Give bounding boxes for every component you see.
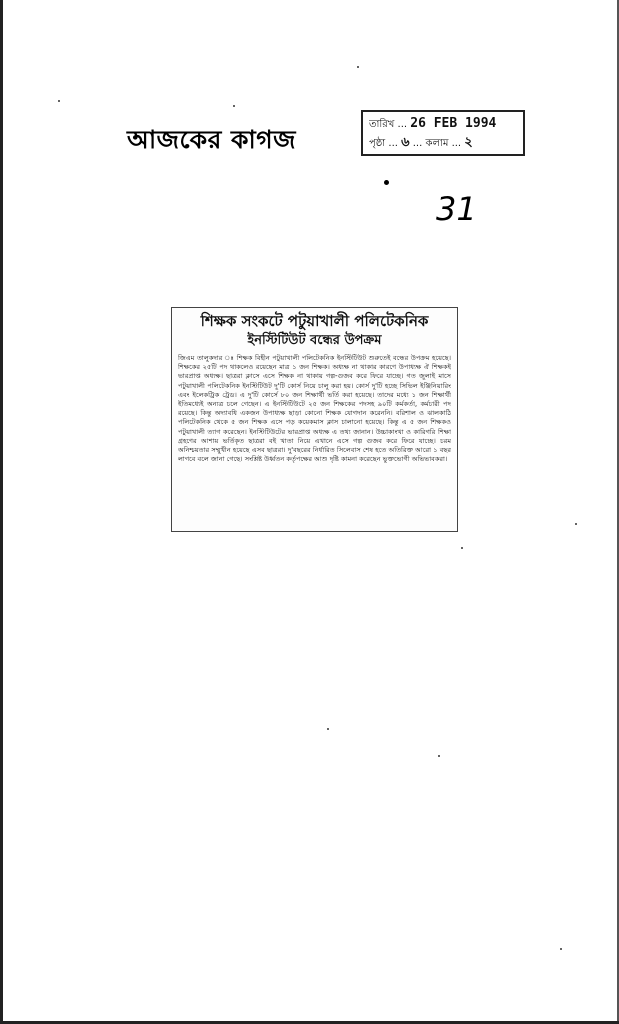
article-subheadline: ইনস্টিটিউট বন্ধের উপক্রম [247, 333, 382, 348]
scan-speck [357, 66, 359, 68]
stamp-column-label: কলাম [425, 138, 449, 149]
scan-speck [327, 728, 329, 730]
newspaper-clipping [171, 307, 458, 532]
scan-speck [560, 948, 562, 950]
stamp-page-row: পৃষ্ঠা ... ৬ ... কলাম ... ২ [369, 135, 473, 150]
scan-speck [438, 755, 440, 757]
ink-dot [384, 180, 389, 185]
archive-stamp [361, 110, 525, 156]
stamp-date-label: তারিখ [369, 119, 395, 130]
stamp-column-value: ২ [464, 135, 473, 150]
article-body: জিএম তালুকদার ঃ শিক্ষক বিহীন পটুয়াখালী পলিটেকনিক ইনস্টিটিউট শুরুতেই বন্ধের উপক্রম হয়েছে। শিক্ষকের ২৫টি পদ থাকলেও রয়েছেন মাত্র ১ জন শিক্ষক। অধ্যক্ষ না থাকার কারণে উপাধ্যক্ষ ঐ শিক্ষকই ভারপ্রাপ্ত অধ্যক্ষ। ছাত্ররা ক্লাসে এসে শিক্ষক না থাকায় গল্প-গুজব করে ফিরে যাচ্ছে। গত জুলাই মাসে পটুয়াখালী পলিটেকনিক ইনস্টিটিউট দু'টি কোর্স নিয়ে চালু করা হয়। কোর্স দু'টি হচ্ছে সিভিল ইঞ্জিনিয়ারিং এবং ইলেকট্রিক ট্রেড। এ দু'টি কোর্সে ৮০ জন শিক্ষার্থী ভর্তি করা হয়েছে। তাদের মধ্যে ১ জন শিক্ষার্থী ইতিমধ্যেই অন্যত্র চলে গেছেন। এ ইনস্টিটিউটে ২৫ জন শিক্ষকের পদসহ ৯০টি কর্মকর্তা, কর্মচারী পদ রয়েছে। কিন্তু অদ্যাবধি একজন উপাধ্যক্ষ ছাড়া কোনো শিক্ষক যোগদান করেননি। বরিশাল ও ঝালকাঠি পলিটেকনিক থেকে ৫ জন শিক্ষক এসে পড় কয়েকমাস ক্লাস চালানো হয়েছে। কিন্তু এ ৫ জন শিক্ষকও পটুয়াখালী ত্যাগ করেছেন। ইনস্টিটিউটের ভারপ্রাপ্ত অধ্যক্ষ এ তথ্য জানান। উচ্চাকাংখা ও কারিগরি শিক্ষা গ্রহণের আশায় ভর্তিকৃত ছাত্ররা বই খাতা নিয়ে এখানে এসে গল্প গুজব করে ফিরে যাচ্ছে। চরম অনিশ্চয়তার সম্মুখীন হয়েছে এসব ছাত্ররা। দু'বছরের নির্ধারিত সিলেবাস শেষ হতে অতিরিক্ত আরো ১ বছর লাগবে বলে জানা গেছে। সংশ্লিষ্ট উর্ধ্বতন কর্তৃপক্ষের আশু দৃষ্টি কামনা করেছেন ভুক্তভোগী অভিভাবকরা। [178, 354, 451, 464]
stamp-date-value: 26 FEB 1994 [410, 116, 497, 131]
scan-speck [461, 547, 463, 549]
stamp-page-label: পৃষ্ঠা [369, 138, 386, 149]
scan-speck [58, 100, 60, 102]
scan-speck [233, 105, 235, 107]
scan-edge-left [0, 0, 3, 1024]
stamp-page-value: ৬ [401, 135, 410, 150]
article-headline: শিক্ষক সংকটে পটুয়াখালী পলিটেকনিক [200, 312, 429, 330]
handwritten-page-number: 31 [436, 190, 477, 228]
newspaper-masthead: আজকের কাগজ [127, 125, 297, 154]
scan-speck [575, 523, 577, 525]
stamp-date-row: তারিখ ... 26 FEB 1994 [369, 116, 497, 131]
